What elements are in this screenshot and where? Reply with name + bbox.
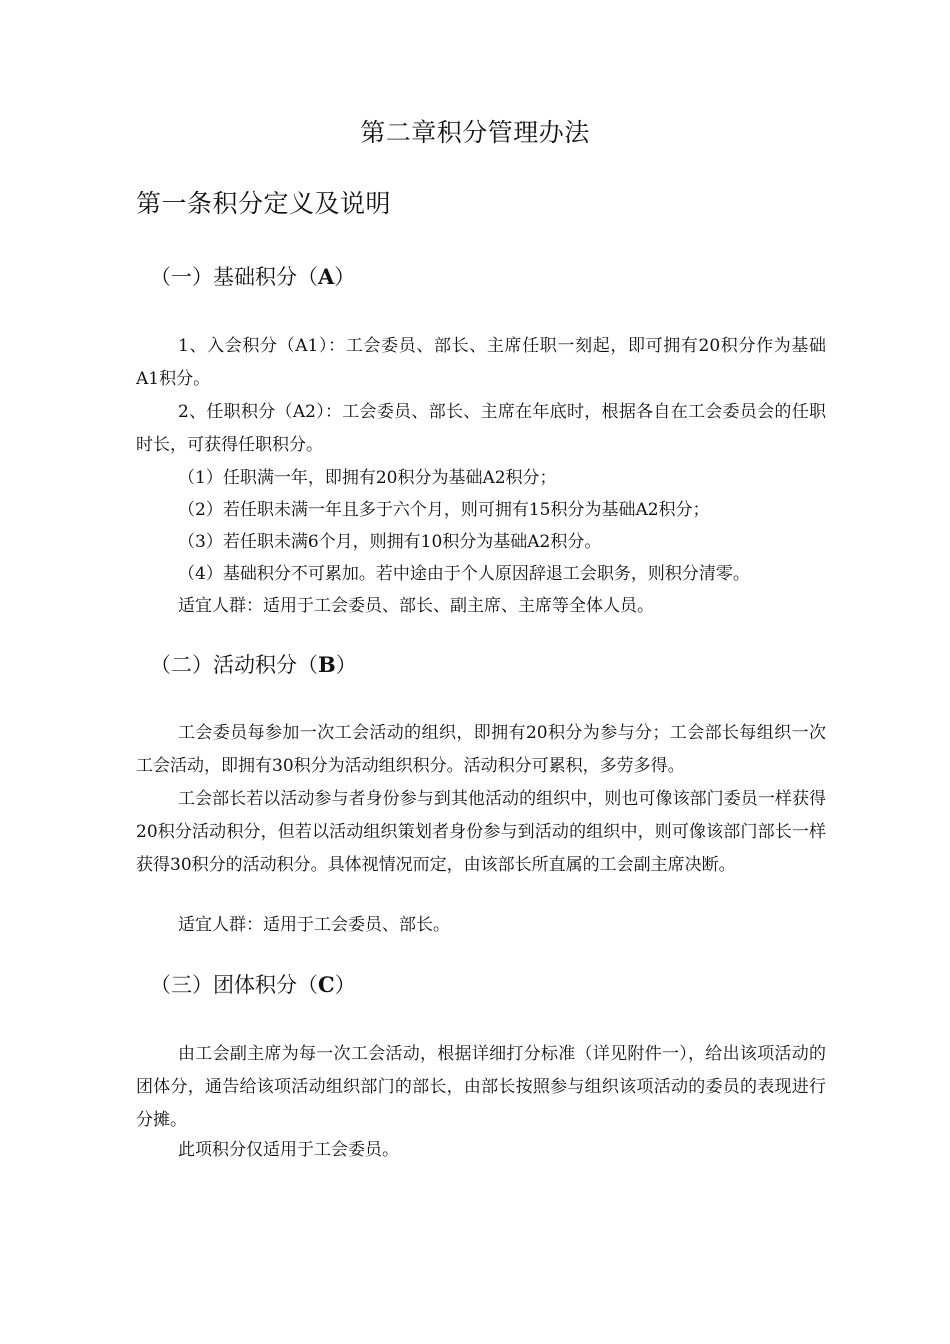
paragraph-join-points: 1、入会积分（A1）：工会委员、部长、主席任职一刻起，即可拥有20积分作为基础A1积分。 [136, 336, 826, 389]
list-item: （2）若任职未满一年且多于六个月，则可拥有15积分为基础A2积分； [178, 500, 710, 520]
article-title: 第一条积分定义及说明 [136, 189, 392, 218]
section-heading-letter: A [318, 264, 335, 289]
section-heading-letter: C [318, 972, 335, 997]
paragraph-audience-basic: 适宜人群：适用于工会委员、部长、副主席、主席等全体人员。 [178, 596, 654, 616]
section-heading-suffix: ） [334, 265, 356, 289]
section-heading-letter: B [318, 652, 336, 677]
paragraph-audience-activity: 适宜人群：适用于工会委员、部长。 [178, 915, 450, 935]
list-item: （1）任职满一年，即拥有20积分为基础A2积分； [178, 468, 557, 488]
section-heading-suffix: ） [334, 973, 356, 997]
list-item: （3）若任职未满6个月，则拥有10积分为基础A2积分。 [178, 532, 602, 552]
chapter-title: 第二章积分管理办法 [360, 118, 590, 147]
section-heading-group-points [150, 970, 356, 1000]
section-heading-basic-points [150, 262, 355, 292]
paragraph-activity-minister: 工会部长若以活动参与者身份参与到其他活动的组织中，则也可像该部门委员一样获得20积分活动积分，但若以活动组织策划者身份参与到活动的组织中，则可像该部门部长一样获得30积分的活动积分。具体视情况而定，由该部长所直属的工会副主席决断。 [136, 789, 826, 875]
paragraph-activity-participation: 工会委员每参加一次工会活动的组织，即拥有20积分为参与分；工会部长每组织一次工会活动，即拥有30积分为活动组织积分。活动积分可累积，多劳多得。 [136, 723, 826, 776]
paragraph-audience-group: 此项积分仅适用于工会委员。 [178, 1140, 399, 1160]
paragraph-group-score: 由工会副主席为每一次工会活动，根据详细打分标准（详见附件一），给出该项活动的团体分，通告给该项活动组织部门的部长，由部长按照参与组织该项活动的委员的表现进行分摊。 [136, 1044, 826, 1130]
section-heading-activity-points [150, 650, 357, 680]
paragraph-tenure-points: 2、任职积分（A2）：工会委员、部长、主席在年底时，根据各自在工会委员会的任职时长，可获得任职积分。 [136, 402, 826, 455]
section-heading-prefix: （一）基础积分（ [150, 265, 318, 289]
section-heading-suffix: ） [335, 653, 357, 677]
section-heading-prefix: （三）团体积分（ [150, 973, 318, 997]
list-item: （4）基础积分不可累加。若中途由于个人原因辞退工会职务，则积分清零。 [178, 564, 750, 584]
section-heading-prefix: （二）活动积分（ [150, 653, 318, 677]
